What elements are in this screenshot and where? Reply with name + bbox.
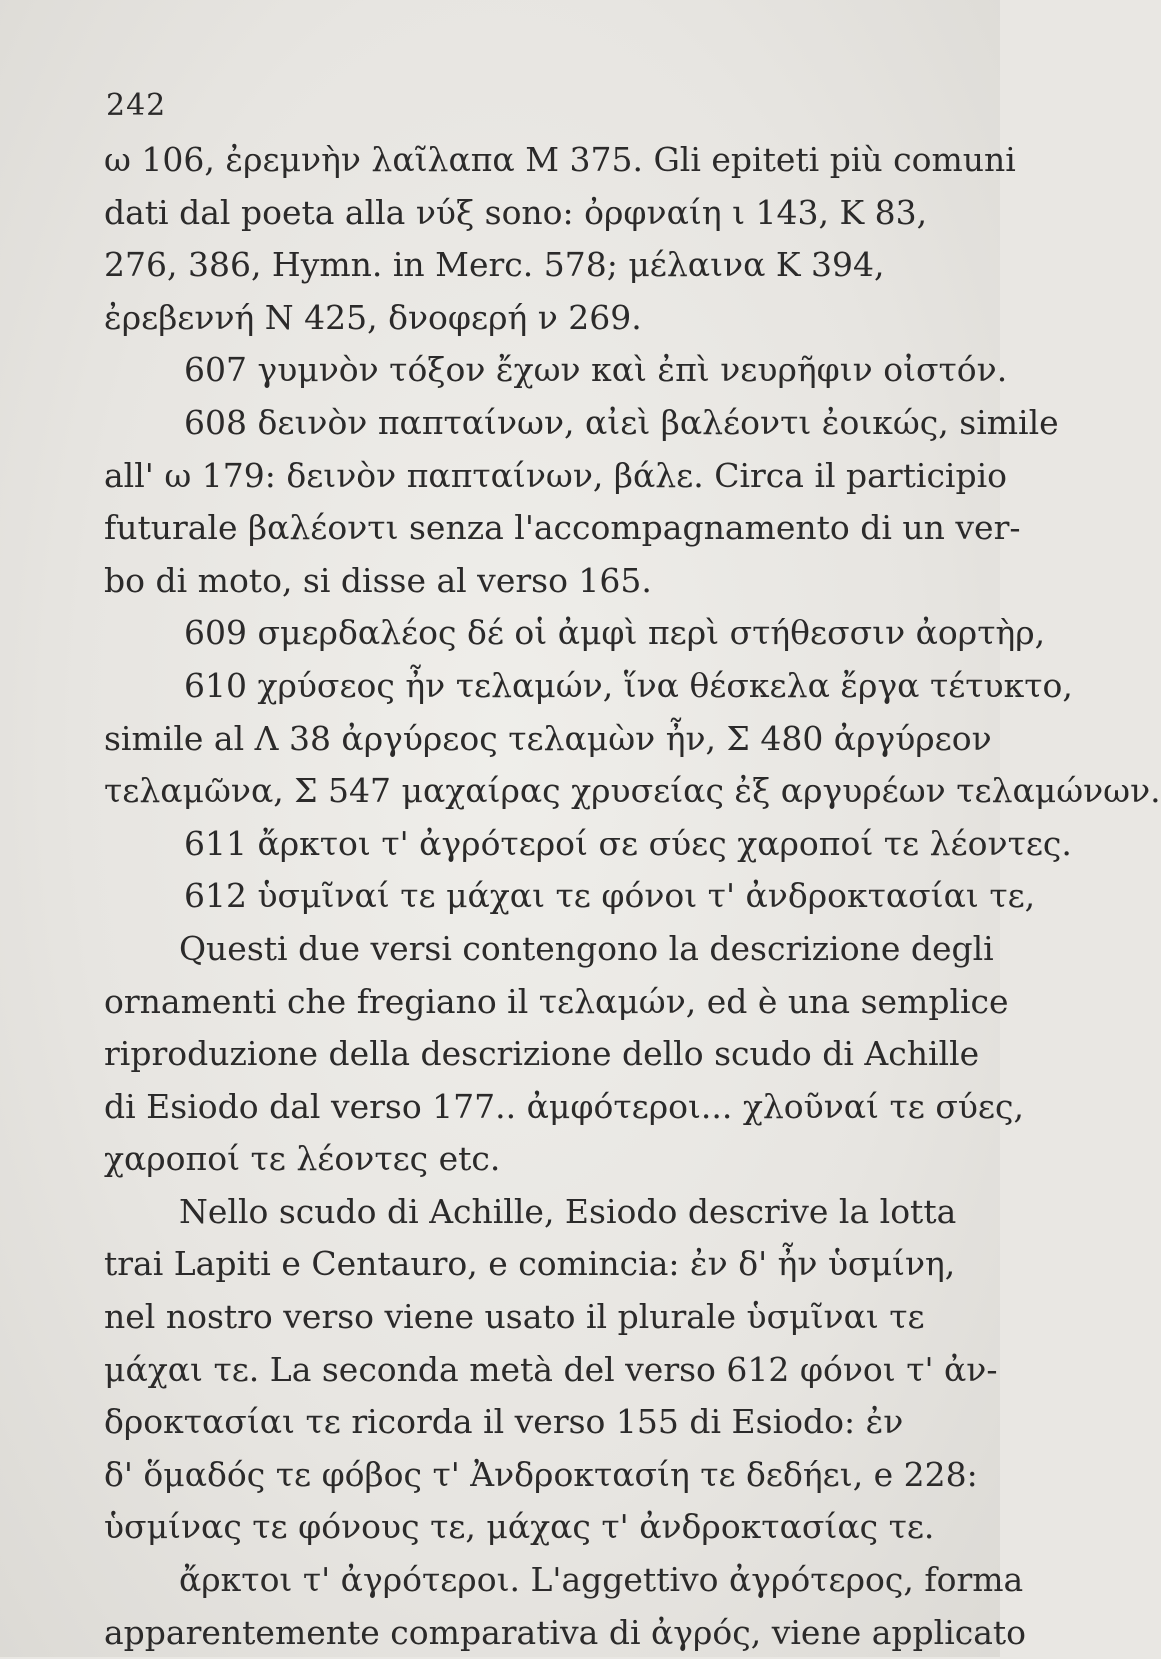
text-line: 611 ἄρκτοι τ' ἀγρότεροί σε σύες χαροποί τε λέοντες. bbox=[184, 823, 1072, 863]
text-line: Nello scudo di Achille, Esiodo descrive la lotta bbox=[179, 1191, 957, 1231]
text-line: all' ω 179: δεινὸν παπταίνων, βάλε. Circa il participio bbox=[104, 455, 1008, 495]
text-line: trai Lapiti e Centauro, e comincia: ἐν δ' ἦν ὑσμίνη, bbox=[104, 1244, 956, 1284]
text-line: δροκτασίαι τε ricorda il verso 155 di Esiodo: ἐν bbox=[104, 1402, 904, 1442]
text-line: ἄρκτοι τ' ἀγρότεροι. L'aggettivo ἀγρότερος, forma bbox=[179, 1560, 1024, 1600]
text-line: simile al Λ 38 ἀργύρεος τελαμὼν ἦν, Σ 480 ἀργύρεον bbox=[104, 718, 992, 758]
text-line: χαροποί τε λέοντες etc. bbox=[104, 1139, 501, 1179]
text-line: ornamenti che fregiano il τελαμών, ed è una semplice bbox=[104, 981, 1009, 1021]
text-line: dati dal poeta alla νύξ sono: ὀρφναίη ι 143, K 83, bbox=[104, 192, 928, 232]
text-line: ἐρεβεννή N 425, δνοφερή ν 269. bbox=[104, 297, 642, 337]
text-line: 609 σμερδαλέος δέ οἱ ἀμφὶ περὶ στήθεσσιν ἀορτὴρ, bbox=[184, 613, 1046, 653]
text-line: 612 ὑσμῖναί τε μάχαι τε φόνοι τ' ἀνδροκτασίαι τε, bbox=[184, 876, 1036, 916]
body-text bbox=[104, 134, 1161, 1659]
text-line: apparentemente comparativa di ἀγρός, viene applicato bbox=[104, 1612, 1027, 1652]
text-line: di Esiodo dal verso 177.. ἀμφότεροι... χλοῦναί τε σύες, bbox=[104, 1086, 1024, 1126]
text-line: ὑσμίνας τε φόνους τε, μάχας τ' ἀνδροκτασίας τε. bbox=[104, 1507, 935, 1547]
text-line: ω 106, ἐρεμνὴν λαῖλαπα M 375. Gli epiteti più comuni bbox=[104, 140, 1016, 179]
text-line: riproduzione della descrizione dello scudo di Achille bbox=[104, 1034, 980, 1074]
text-line: τελαμῶνα, Σ 547 μαχαίρας χρυσείας ἐξ αργυρέων τελαμώνων. bbox=[104, 771, 1161, 811]
text-line: 607 γυμνὸν τόξον ἔχων καὶ ἐπὶ νευρῆφιν οἰστόν. bbox=[184, 350, 1008, 390]
text-line: μάχαι τε. La seconda metà del verso 612 φόνοι τ' ἀν- bbox=[104, 1349, 998, 1389]
text-line: 608 δεινὸν παπταίνων, αἰεὶ βαλέοντι ἐοικώς, simile bbox=[184, 402, 1059, 442]
text-line: δ' ὅμαδός τε φόβος τ' Ἀνδροκτασίη τε δεδήει, e 228: bbox=[104, 1454, 978, 1494]
text-line: futurale βαλέοντι senza l'accompagnamento di un ver- bbox=[104, 508, 1021, 548]
text-line: Questi due versi contengono la descrizione degli bbox=[179, 928, 994, 968]
text-line: nel nostro verso viene usato il plurale ὑσμῖναι τε bbox=[104, 1297, 925, 1337]
page-number: 242 bbox=[106, 88, 167, 123]
text-line: 610 χρύσεος ἦν τελαμών, ἵνα θέσκελα ἔργα τέτυκτο, bbox=[184, 665, 1073, 705]
text-line: bo di moto, si disse al verso 165. bbox=[104, 560, 652, 600]
text-line: 276, 386, Hymn. in Merc. 578; μέλαινα K 394, bbox=[104, 245, 885, 285]
